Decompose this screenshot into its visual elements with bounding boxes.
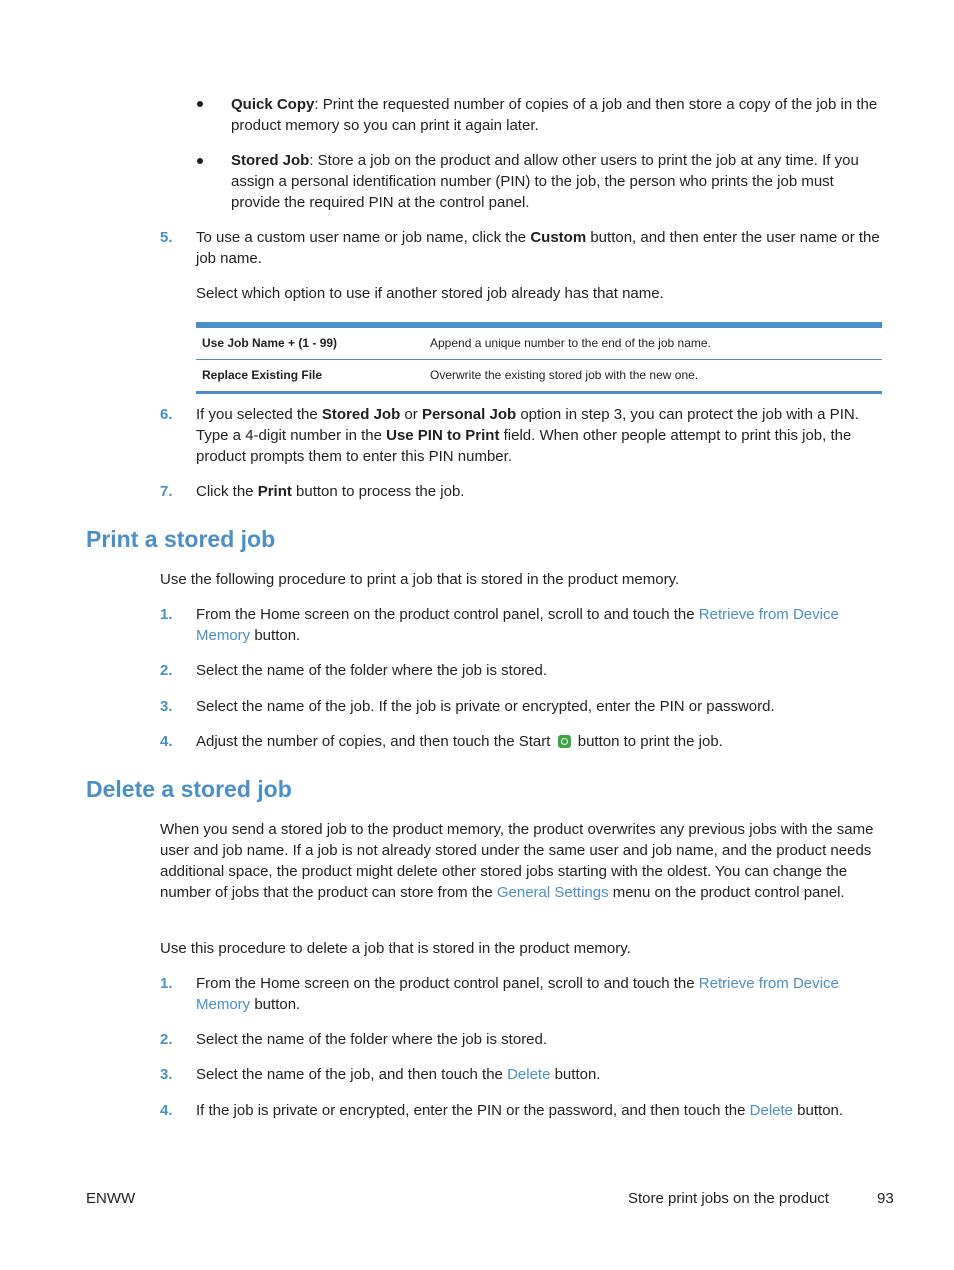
step-number: 3. — [160, 698, 173, 715]
bullet-quick-copy — [231, 94, 883, 136]
delete-step-1: From the Home screen on the product control panel, scroll to and touch the Retrieve from Device Memory button. — [196, 975, 839, 1013]
step-7-text: Click the Print button to process the job. — [196, 483, 465, 500]
delete-intro: When you send a stored job to the product memory, the product overwrites any previous jobs with the same user and job name. If a job is not already stored under the same user and job name, and the product needs additional space, the product might delete other stored jobs starting with the oldest. You can change the number of jobs that the product can store from the General Settings menu on the product control panel. — [160, 821, 874, 901]
print-step-2: Select the name of the folder where the job is stored. — [196, 662, 548, 679]
retrieve-from-device-memory-link[interactable]: Retrieve from Device Memory — [196, 606, 839, 644]
step-number: 4. — [160, 733, 173, 750]
step-number: 1. — [160, 975, 173, 992]
table-row — [196, 325, 882, 360]
table-row — [196, 360, 882, 393]
step-number: 7. — [160, 483, 173, 500]
page-number: 93 — [877, 1190, 894, 1207]
bullet-term: Quick Copy — [231, 96, 315, 113]
bullet-stored-job — [231, 150, 883, 213]
bullet-text: : Print the requested number of copies of a job and then store a copy of the job in the product memory so you can print it again later. — [231, 96, 878, 134]
bullet-term: Stored Job — [231, 152, 310, 169]
delete-intro-2: Use this procedure to delete a job that is stored in the product memory. — [160, 940, 631, 957]
step-5-follow: Select which option to use if another stored job already has that name. — [196, 285, 664, 302]
table-cell-description: Overwrite the existing stored job with the new one. — [430, 368, 699, 382]
footer-title: Store print jobs on the product — [628, 1190, 829, 1207]
print-intro: Use the following procedure to print a job that is stored in the product memory. — [160, 571, 680, 588]
step-number: 2. — [160, 662, 173, 679]
options-table — [196, 322, 882, 394]
print-step-3: Select the name of the job. If the job is private or encrypted, enter the PIN or password. — [196, 698, 775, 715]
table-cell-option: Replace Existing File — [202, 368, 323, 382]
delete-step-4: If the job is private or encrypted, enter the PIN or the password, and then touch the Delete button. — [196, 1102, 844, 1119]
delete-step-2: Select the name of the folder where the job is stored. — [196, 1031, 548, 1048]
step-number: 3. — [160, 1066, 173, 1083]
heading-print-stored-job: Print a stored job — [86, 526, 276, 552]
delete-link[interactable]: Delete — [749, 1102, 794, 1119]
step-number: 2. — [160, 1031, 173, 1048]
retrieve-from-device-memory-link[interactable]: Retrieve from Device Memory — [196, 975, 839, 1013]
step-5-text: To use a custom user name or job name, click the Custom button, and then enter the user name or the job name. — [196, 229, 880, 267]
step-6-text: If you selected the Stored Job or Personal Job option in step 3, you can protect the job with a PIN. Type a 4-digit number in the Use PIN to Print field. When other people attempt to print this job, the product prompts them to enter this PIN number. — [196, 406, 859, 465]
delete-step-3: Select the name of the job, and then touch the Delete button. — [196, 1066, 601, 1083]
footer-left: ENWW — [86, 1190, 136, 1207]
step-number: 6. — [160, 406, 173, 423]
table-cell-option: Use Job Name + (1 - 99) — [196, 325, 424, 360]
print-step-1: From the Home screen on the product control panel, scroll to and touch the Retrieve from Device Memory button. — [196, 606, 839, 644]
print-step-4: Adjust the number of copies, and then touch the Start button to print the job. — [196, 733, 723, 750]
step-number: 5. — [160, 229, 173, 246]
step-number: 1. — [160, 606, 173, 623]
general-settings-link[interactable]: General Settings — [496, 884, 609, 901]
bullet-dot — [197, 158, 203, 164]
start-button-icon — [558, 735, 571, 748]
delete-link[interactable]: Delete — [507, 1066, 551, 1083]
table-cell-description: Append a unique number to the end of the job name. — [424, 325, 882, 360]
bullet-text: : Store a job on the product and allow other users to print the job at any time. If you assign a personal identification number (PIN) to the job, the person who prints the job must provide the required PIN at the control panel. — [231, 152, 859, 211]
bullet-dot — [197, 101, 203, 107]
step-number: 4. — [160, 1102, 173, 1119]
heading-delete-stored-job: Delete a stored job — [86, 776, 292, 802]
